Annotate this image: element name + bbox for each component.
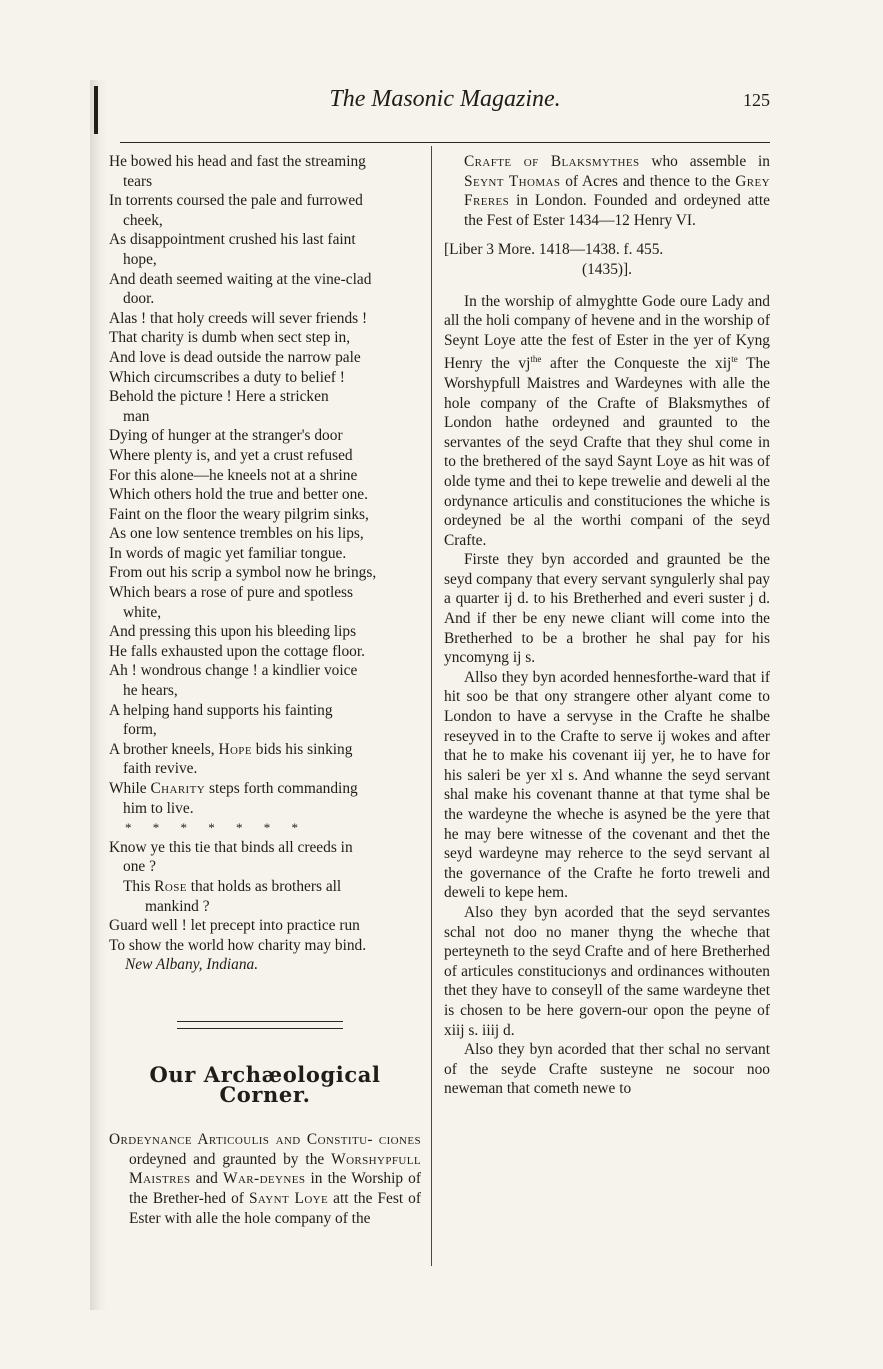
poem-line: cheek,	[123, 211, 163, 229]
poem-line: And pressing this upon his bleeding lips	[109, 623, 357, 641]
poem-line: he hears,	[123, 682, 178, 700]
poem-line: In torrents coursed the pale and furrowed	[109, 192, 363, 210]
poem-emphasis-charity: Charity	[150, 780, 206, 797]
poem-line: Behold the picture ! Here a stricken	[109, 388, 329, 406]
right-column	[444, 152, 770, 1099]
title-smallcaps: ciones	[378, 1131, 421, 1149]
poem-line	[109, 740, 421, 760]
poem-line: Ah ! wondrous change ! a kindlier voice	[109, 662, 358, 680]
title-smallcaps: Crafte of Blaksmythes	[464, 153, 640, 170]
paragraph-text: In the worship of almyghtte Gode oure Lady and all the holi company of hevene and in the worship of Seynt Loye atte the fest of Ester in the yer of Kyng Henry the vj	[444, 292, 770, 373]
document-title	[109, 1130, 421, 1228]
poem-line: Faint on the floor the weary pilgrim sinks,	[109, 505, 369, 523]
title-text: of Acres and thence to the	[565, 172, 731, 190]
poem-line: form,	[123, 721, 157, 739]
binding-mark	[94, 86, 98, 134]
running-title: The Masonic Magazine.	[329, 86, 561, 112]
citation-line: (1435)].	[581, 260, 632, 278]
citation-line: [Liber 3 More. 1418—1438. f. 455.	[444, 241, 664, 259]
poem-line: faith revive.	[123, 760, 198, 778]
poem-line: Know ye this tie that binds all creeds in	[109, 838, 353, 856]
poem-line: And death seemed waiting at the vine-clad	[109, 270, 372, 288]
poem-text: While	[109, 780, 147, 797]
paragraph: Allso they byn acorded hennesforthe-ward that if hit soo be that ony strangere other alyant come to London to have a servyse in the Crafte he shalbe reseyved in to the Crafte to serve ij wokes and after that he to make his covenant iij yer, he to have for his saleri be yer xl s. And whanne the seyd servant shal make his covenant thanne at that tyme shal be the wardeyne the wheche is asyned be the yere that he may bere witnesse of the covenant and thet the seyd wardeyne may reherce to the seyd servant al the governance of the Crafte he forto treweli and deweli to kepe hem.	[444, 668, 770, 902]
poem-line: door.	[123, 290, 155, 308]
title-text: in the Worship of the Brether-	[129, 1170, 421, 1207]
title-text: who assemble in	[651, 153, 770, 170]
poem-emphasis-hope: Hope	[218, 740, 252, 758]
paragraph-text: after the Conqueste the xij	[541, 355, 732, 373]
title-smallcaps: Worshypfull Maistres	[129, 1150, 421, 1188]
page-header	[120, 84, 770, 124]
section-separator-rule	[177, 1021, 343, 1029]
title-smallcaps: Seynt Thomas	[464, 172, 561, 190]
poem-line: Dying of hunger at the stranger's door	[109, 427, 343, 445]
poem-line: hope,	[123, 250, 157, 268]
title-smallcaps: War-	[223, 1170, 260, 1188]
title-smallcaps: Grey Freres	[464, 172, 770, 210]
paragraph: Also they byn acorded that the seyd servantes schal not doo no maner thyng the wheche that perteyneth to the seyd Crafte and of here Bretherhed of articules constitucionys and ordinances withouten thet they have to conseyll of the same wardeyne thet is chosen to be here govern-our opon the peyne of xiij s. iiij d.	[444, 903, 770, 1039]
section-heading: Our Archæological Corner.	[149, 1061, 381, 1107]
title-text: ordeyned and graunted by the	[129, 1150, 325, 1168]
title-smallcaps: Ordeynance Articoulis and Constitu-	[109, 1131, 373, 1149]
poem-text: This	[123, 877, 151, 895]
paragraph	[444, 292, 770, 551]
poem	[109, 152, 421, 975]
poem-line: Guard well ! let precept into practice run	[109, 917, 360, 935]
poem-line: A helping hand supports his fainting	[109, 701, 333, 719]
poem-line	[109, 779, 421, 799]
poem-line: mankind ?	[145, 897, 210, 915]
poem-text: A brother kneels,	[109, 740, 215, 758]
poem-line: him to live.	[123, 799, 194, 817]
title-text: and	[195, 1170, 218, 1188]
poem-line: white,	[123, 603, 162, 621]
paragraph-text: The Worshypfull Maistres and Wardeynes with alle the hole company of the Crafte of Blaksmythes of London hathe ordeyned and graunted to the servantes of the seyd Crafte that they shul come in to the brethered of the sayd Saynt Loye as hit was of olde tyme and thei to kepe trewelie and deweli al the ordynance articulis and constituciones the whiche is ordeyned be al the worthi compani of the seyd Crafte.	[444, 355, 771, 549]
poem-line: Alas ! that holy creeds will sever friends !	[109, 309, 368, 327]
title-text: Ester with alle the hole company of the	[129, 1209, 371, 1227]
title-text: att the Fest of	[333, 1189, 421, 1207]
paragraph: Firste they byn accorded and graunted be the seyd company that every servant syngulerly shal pay a quarter ij d. to his Bretherhed and everi suster j d. And if ther be eny newe cliant will come into the Bretherhed to be a brother he shal pay for his yncomyng ij s.	[444, 551, 770, 667]
poem-line: For this alone—he kneels not at a shrine	[109, 466, 358, 484]
paragraph: Also they byn acorded that ther schal no servant of the seyde Crafte susteyne ne socour noo neweman that cometh newe to	[444, 1041, 770, 1098]
superscript: the	[530, 354, 542, 365]
poem-text: that holds as brothers all	[190, 877, 342, 895]
poem-signature: New Albany, Indiana.	[125, 956, 259, 974]
poem-line: Which others hold the true and better one.	[109, 486, 368, 504]
poem-line: From out his scrip a symbol now he brings,	[109, 564, 377, 582]
asterism-separator: * * * * * * *	[125, 820, 298, 836]
poem-line: He bowed his head and fast the streaming	[109, 153, 366, 170]
poem-line: man	[123, 407, 150, 425]
poem-line	[109, 877, 421, 897]
poem-line: In words of magic yet familiar tongue.	[109, 544, 347, 562]
poem-line: As one low sentence trembles on his lips,	[109, 525, 364, 543]
header-rule	[120, 142, 770, 143]
poem-emphasis-rose: Rose	[154, 877, 187, 895]
page-binding-shadow	[90, 80, 108, 1310]
poem-line: He falls exhausted upon the cottage floor.	[109, 642, 366, 660]
title-smallcaps: deynes	[259, 1170, 306, 1188]
poem-line: As disappointment crushed his last faint	[109, 231, 356, 249]
poem-line: To show the world how charity may bind.	[109, 936, 367, 954]
poem-line: Which circumscribes a duty to belief !	[109, 368, 345, 386]
title-text: in London. Founded and ordeyned atte the Fest of Ester 1434—12 Henry VI.	[464, 192, 770, 229]
page-number: 125	[743, 90, 770, 110]
title-text: hed of	[203, 1189, 244, 1207]
poem-line: one ?	[123, 858, 156, 876]
poem-line: That charity is dumb when sect step in,	[109, 329, 351, 347]
poem-line: tears	[123, 172, 153, 190]
poem-text: bids his sinking	[255, 740, 353, 758]
left-column	[109, 152, 421, 1228]
superscript: te	[731, 354, 738, 365]
poem-line: Which bears a rose of pure and spotless	[109, 584, 354, 602]
document-title-continued	[444, 152, 770, 230]
poem-text: steps forth commanding	[208, 780, 358, 797]
poem-line: Where plenty is, and yet a crust refused	[109, 446, 353, 464]
poem-line: And love is dead outside the narrow pale	[109, 348, 361, 366]
title-smallcaps: Saynt Loye	[248, 1189, 329, 1207]
citation	[444, 240, 770, 279]
column-divider	[431, 146, 432, 1266]
